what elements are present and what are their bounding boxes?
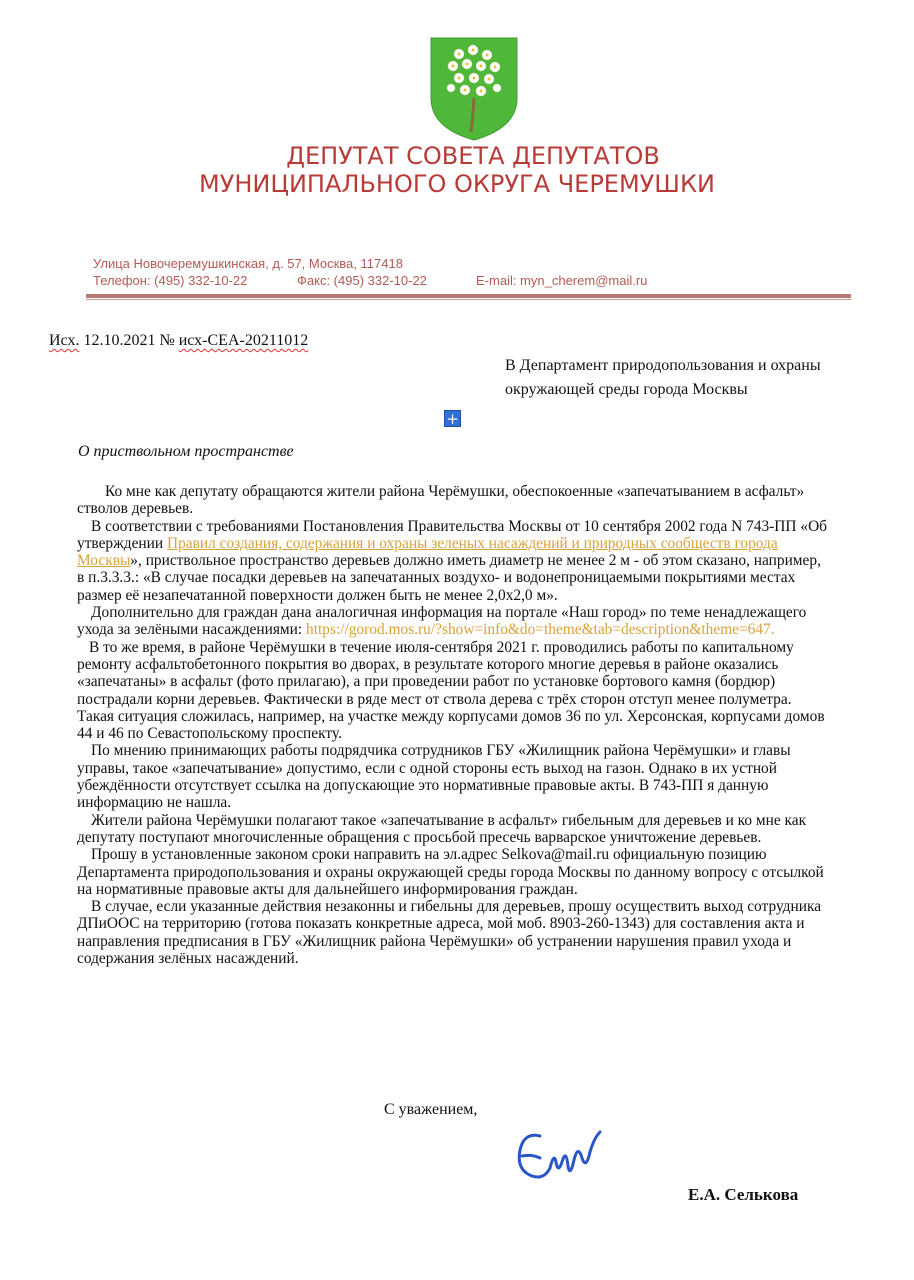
reference-date: 12.10.2021 xyxy=(83,332,156,349)
paragraph-2 xyxy=(77,518,829,604)
paragraph-2-text-end: », приствольное пространство деревьев должно иметь диаметр не менее 2 м - об этом сказано, например, в п.3.3.3.: «В случае посадки деревьев на запечатанных воздухо- и водонепроницаемыми покрытиями местах размер её незапечатанной поверхности должен быть не менее 2,0x2,0 м». xyxy=(77,552,821,604)
reference-number: исх-СЕА-20211012 xyxy=(178,332,309,349)
paragraph-5: По мнению принимающих работы подрядчика сотрудников ГБУ «Жилищник района Черёмушки» и главы управы, такое «запечатывание» допустимо, если с одной стороны есть выход на газон. Однако в их устной убеждённости отсутствует ссылка на допускающие это нормативные правовые акты. В 743-ПП я данную информацию не нашла. xyxy=(77,742,791,812)
paragraph-1: Ко мне как депутату обращаются жители района Черёмушки, обеспокоенные «запечатыванием в асфальт» стволов деревьев. xyxy=(77,483,805,518)
paragraph-3 xyxy=(77,604,829,639)
recipient-block: В Департамент природопользования и охраны окружающей среды города Москвы xyxy=(505,357,821,398)
header-divider xyxy=(86,294,851,298)
portal-link[interactable]: https://gorod.mos.ru/?show=info&do=theme&tab=description&theme=647. xyxy=(306,621,775,639)
outgoing-reference xyxy=(49,332,308,350)
paragraph-4: В то же время, в районе Черёмушки в течение июля-сентября 2021 г. проводились работы по капитальному ремонту асфальтобетонного покрытия во дворах, в результате которого многие деревья в районе оказались «запечатаны» в асфальт (фото прилагаю), а при проведении работ по установке бортового камня (бордюр) пострадали корни деревьев. Фактически в ряде мест от ствола дерева с трёх сторон отступ менее полуметра. Такая ситуация сложилась, например, на участке между корпусами домов 36 по ул. Херсонская, корпусами домов 44 и 46 по Севастопольскому проспекту. xyxy=(77,638,825,743)
coat-of-arms-icon xyxy=(429,36,519,142)
deputy-title: ДЕПУТАТ СОВЕТА ДЕПУТАТОВ xyxy=(286,142,660,170)
office-email: E-mail: myn_cherem@mail.ru xyxy=(476,273,648,288)
paragraph-8: В случае, если указанные действия незаконны и гибельны для деревьев, прошу осуществить выход сотрудника ДПиООС на территорию (готова показать конкретные адреса, мой моб. 8903-260-1343) для составления акта и направления предписания в ГБУ «Жилищник района Черёмушки» об устранении нарушения правил ухода и содержания зелёных насаждений. xyxy=(77,898,822,968)
signature-icon xyxy=(510,1118,610,1196)
signer-name: Е.А. Селькова xyxy=(688,1185,799,1204)
regulation-link[interactable]: Правил создания, содержания и охраны зеленых насаждений и природных сообществ города Москвы xyxy=(77,534,778,570)
plus-icon: + xyxy=(446,410,459,428)
office-address: Улица Новочеремушкинская, д. 57, Москва, 117418 xyxy=(93,256,403,271)
closing-salutation: С уважением, xyxy=(384,1101,478,1118)
office-phone: Телефон: (495) 332-10-22 xyxy=(93,273,248,288)
reference-prefix: Исх. xyxy=(49,332,80,349)
letter-subject: О приствольном пространстве xyxy=(78,443,294,460)
paragraph-7: Прошу в установленные законом сроки направить на эл.адрес Selkova@mail.ru официальную позицию Департамента природопользования и охраны окружающей среды города Москвы по данному вопросу с отсылкой на нормативные правовые акты для дальнейшего информирования граждан. xyxy=(77,846,824,898)
paragraph-6: Жители района Черёмушки полагают такое «запечатывание в асфальт» гибельным для деревьев и ко мне как депутату поступают многочисленные обращения с просьбой пресечь варварское уничтожение деревьев. xyxy=(77,811,807,846)
paragraph-2-text: В соответствии с требованиями Постановления Правительства Москвы от 10 сентября 2002 года N 743-ПП «Об утверждении xyxy=(77,517,828,552)
expand-button[interactable] xyxy=(444,410,461,427)
paragraph-3-text: Дополнительно для граждан дана аналогичная информация на портале «Наш город» по теме ненадлежащего ухода за зелёными насаждениями: xyxy=(77,604,807,639)
header-divider-thin xyxy=(86,299,851,300)
office-fax: Факс: (495) 332-10-22 xyxy=(297,273,427,288)
reference-number-sign: № xyxy=(159,332,175,349)
letter-body xyxy=(77,483,829,967)
municipality-title: МУНИЦИПАЛЬНОГО ОКРУГА ЧЕРЕМУШКИ xyxy=(199,170,715,198)
